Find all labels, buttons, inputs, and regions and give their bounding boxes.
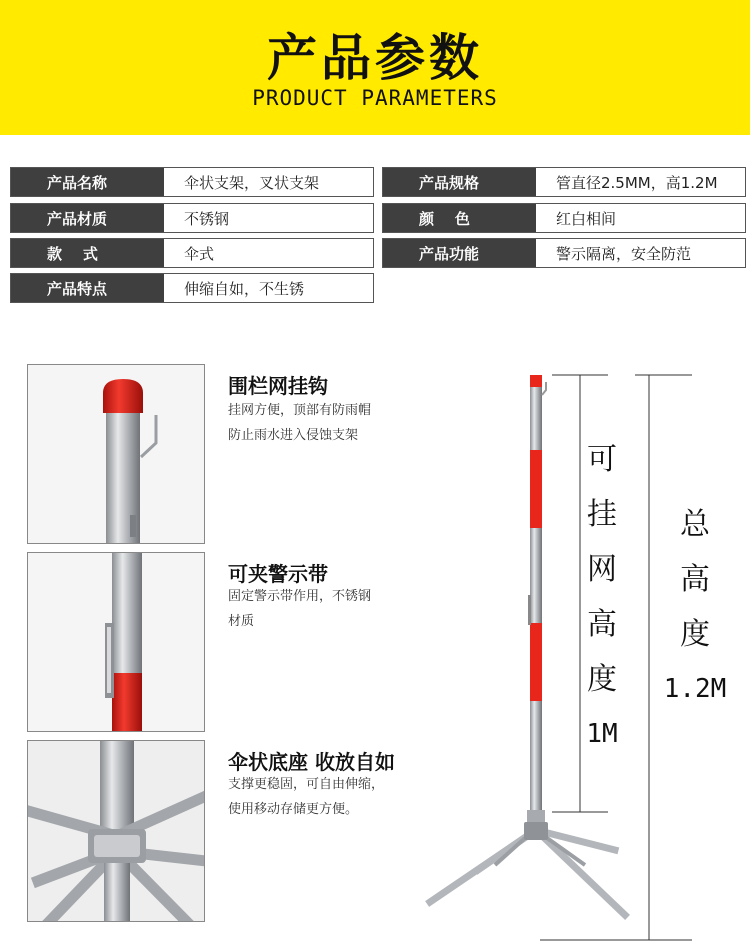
feature-title: 伞状底座 收放自如	[228, 750, 395, 774]
spec-label: 产品名称	[11, 168, 164, 196]
spec-label: 产品规格	[383, 168, 536, 196]
feature-title: 可夹警示带	[228, 562, 328, 586]
pole-top-image	[28, 365, 205, 544]
hook-detail-photo	[27, 364, 205, 544]
total-height-char: 总	[680, 507, 710, 542]
spec-value: 管直径2.5MM，高1.2M	[536, 168, 745, 196]
net-height-label	[582, 432, 622, 762]
spec-row	[10, 238, 374, 268]
clip-detail-photo	[27, 552, 205, 732]
umbrella-base-image	[28, 741, 205, 922]
page-title: 产品参数	[267, 29, 483, 87]
feature-title: 围栏网挂钩	[228, 374, 328, 398]
base-detail-photo	[27, 740, 205, 922]
net-height-char: 可	[587, 442, 617, 477]
spec-value: 伞式	[164, 239, 373, 267]
spec-value: 警示隔离，安全防范	[536, 239, 745, 267]
spec-row	[10, 167, 374, 197]
spec-value: 红白相间	[536, 204, 745, 232]
spec-label: 款 式	[11, 239, 164, 267]
total-height-char: 高	[680, 562, 710, 597]
feature-desc-line: 支撑更稳固，可自由伸缩，	[228, 777, 385, 792]
spec-row	[382, 238, 746, 268]
spec-row	[10, 203, 374, 233]
spec-value: 不锈钢	[164, 204, 373, 232]
net-height-char: 挂	[587, 497, 617, 532]
net-height-char: 高	[587, 607, 617, 642]
feature-desc-line: 使用移动存储更方便。	[228, 802, 359, 817]
feature-desc-line: 材质	[228, 614, 255, 629]
page-subtitle: PRODUCT PARAMETERS	[252, 86, 498, 110]
pole-clip-image	[28, 553, 205, 732]
spec-row	[10, 273, 374, 303]
spec-label: 产品特点	[11, 274, 164, 302]
product-dimension-diagram	[400, 360, 750, 948]
total-height-char: 度	[680, 617, 710, 652]
feature-desc-line: 防止雨水进入侵蚀支架	[228, 428, 359, 443]
feature-desc-line: 挂网方便，顶部有防雨帽	[228, 403, 372, 418]
spec-row	[382, 167, 746, 197]
spec-value: 伞状支架，叉状支架	[164, 168, 373, 196]
total-height-value: 1.2M	[663, 674, 727, 704]
spec-label: 颜 色	[383, 204, 536, 232]
spec-label: 产品材质	[11, 204, 164, 232]
net-height-char: 度	[587, 662, 617, 697]
feature-desc-line: 固定警示带作用，不锈钢	[228, 589, 372, 604]
total-height-label	[663, 497, 727, 717]
net-height-char: 网	[587, 552, 617, 587]
spec-row	[382, 203, 746, 233]
spec-label: 产品功能	[383, 239, 536, 267]
spec-table	[0, 0, 750, 320]
net-height-value: 1M	[586, 719, 618, 749]
spec-value: 伸缩自如，不生锈	[164, 274, 373, 302]
